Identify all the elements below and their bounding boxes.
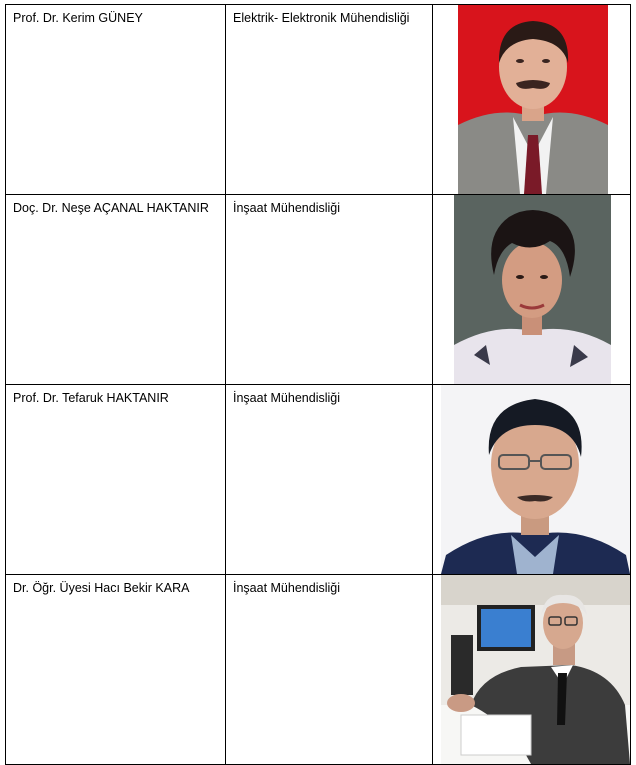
department-cell (226, 575, 433, 765)
photo-cell (433, 385, 631, 575)
person-name: Prof. Dr. Tefaruk HAKTANIR (13, 391, 169, 405)
department-cell (226, 385, 433, 575)
portrait-tefaruk-haktanir-icon (441, 385, 630, 574)
portrait-kerim-guney-icon (458, 5, 608, 194)
name-cell (6, 575, 226, 765)
department-name: İnşaat Mühendisliği (233, 391, 341, 405)
person-name: Dr. Öğr. Üyesi Hacı Bekir KARA (13, 581, 190, 595)
photo-cell (433, 575, 631, 765)
staff-table (5, 4, 631, 765)
department-name: İnşaat Mühendisliği (233, 201, 341, 215)
photo-cell (433, 195, 631, 385)
department-cell (226, 5, 433, 195)
photo-cell (433, 5, 631, 195)
portrait-photo (433, 195, 630, 384)
portrait-haci-bekir-kara-icon (441, 575, 630, 764)
portrait-nese-acanal-haktanir-icon (454, 195, 611, 384)
name-cell (6, 5, 226, 195)
department-name: Elektrik- Elektronik Mühendisliği (233, 11, 410, 25)
table-row (6, 575, 631, 765)
portrait-photo (433, 385, 630, 574)
portrait-photo (433, 5, 630, 194)
table-row (6, 5, 631, 195)
department-name: İnşaat Mühendisliği (233, 581, 341, 595)
name-cell (6, 195, 226, 385)
table-row (6, 195, 631, 385)
table-row (6, 385, 631, 575)
person-name: Prof. Dr. Kerim GÜNEY (13, 11, 143, 25)
portrait-photo (433, 575, 630, 764)
department-cell (226, 195, 433, 385)
person-name: Doç. Dr. Neşe AÇANAL HAKTANIR (13, 201, 209, 215)
name-cell (6, 385, 226, 575)
